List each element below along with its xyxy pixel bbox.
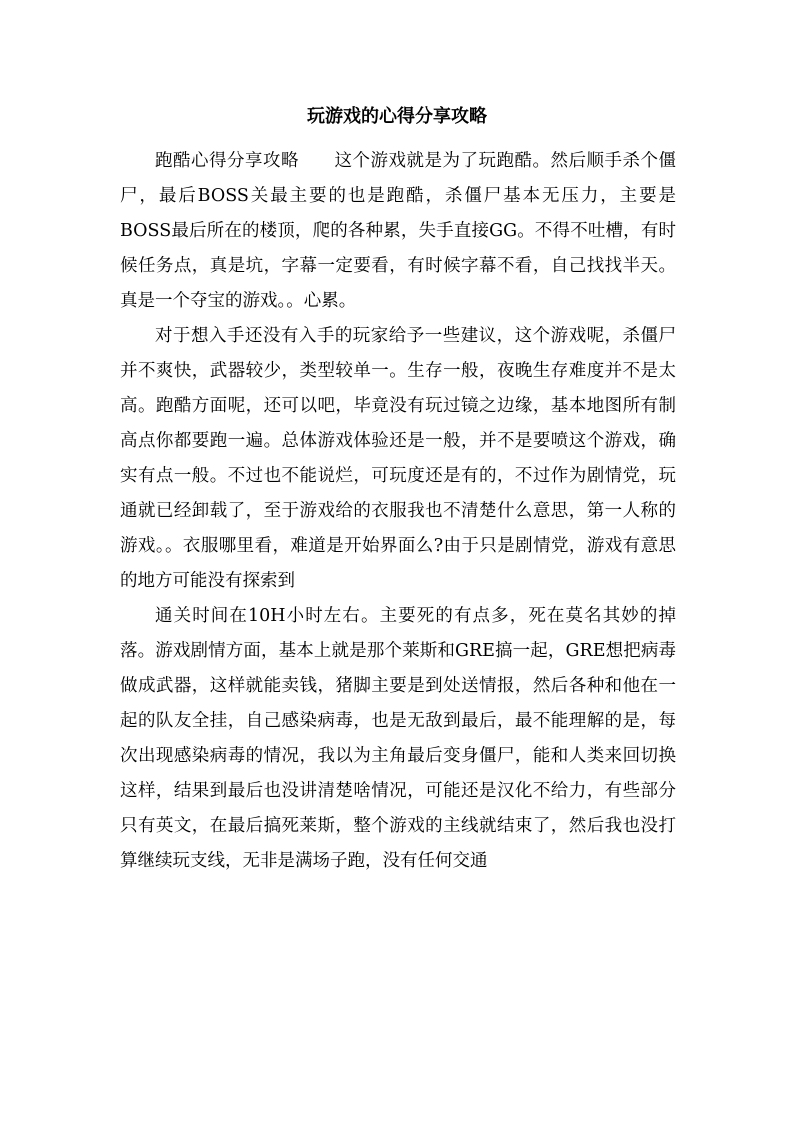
paragraph-1-lead: 跑酷心得分享攻略 bbox=[155, 151, 299, 171]
paragraph-2: 对于想入手还没有入手的玩家给予一些建议，这个游戏呢，杀僵尸并不爽快，武器较少，类型较单一。生存一般，夜晚生存难度并不是太高。跑酷方面呢，还可以吧，毕竟没有玩过镜之边缘，基本地图所有制高点你都要跑一遍。总体游戏体验还是一般，并不是要喷这个游戏，确实有点一般。不过也不能说烂，可玩度还是有的，不过作为剧情党，玩通就已经卸载了，至于游戏给的衣服我也不清楚什么意思，第一人称的游戏。。衣服哪里看，难道是开始界面么?由于只是剧情党，游戏有意思的地方可能没有探索到 bbox=[120, 326, 676, 591]
paragraph-1 bbox=[120, 144, 676, 319]
document-body bbox=[120, 144, 676, 879]
paragraph-1-text: 这个游戏就是为了玩跑酷。然后顺手杀个僵尸，最后BOSS关最主要的也是跑酷，杀僵尸基本无压力，主要是BOSS最后所在的楼顶，爬的各种累，失手直接GG。不得不吐槽，有时候任务点，真是坑，字幕一定要看，有时候字幕不看，自己找找半天。真是一个夺宝的游戏。。心累。 bbox=[120, 151, 676, 311]
paragraph-3: 通关时间在10H小时左右。主要死的有点多，死在莫名其妙的掉落。游戏剧情方面，基本上就是那个莱斯和GRE搞一起，GRE想把病毒做成武器，这样就能卖钱，猪脚主要是到处送情报，然后各种和他在一起的队友全挂，自己感染病毒，也是无敌到最后，最不能理解的是，每次出现感染病毒的情况，我以为主角最后变身僵尸，能和人类来回切换这样，结果到最后也没讲清楚啥情况，可能还是汉化不给力，有些部分只有英文，在最后搞死莱斯，整个游戏的主线就结束了，然后我也没打算继续玩支线，无非是满场子跑，没有任何交通 bbox=[120, 606, 676, 871]
document-title: 玩游戏的心得分享攻略 bbox=[307, 106, 487, 127]
